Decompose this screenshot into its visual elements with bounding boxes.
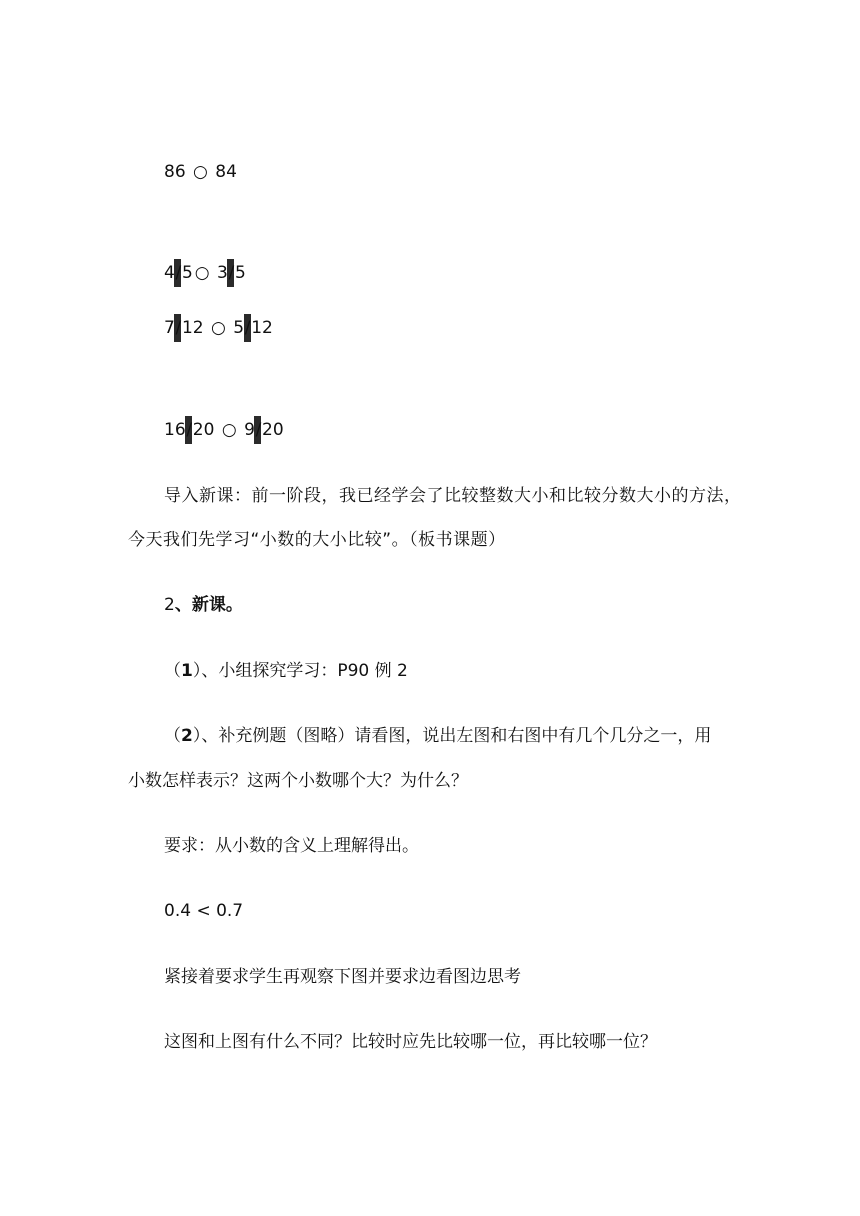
fraction-slash-highlighted <box>244 317 251 339</box>
comparison-fractions-3 <box>164 419 284 441</box>
intro-line-2: 今天我们先学习“小数的大小比较”。（板书课题） <box>128 530 506 550</box>
item-number: 2 <box>181 726 193 746</box>
fraction-slash-highlighted <box>175 262 182 284</box>
item-1 <box>164 660 408 682</box>
circle-placeholder: ○ <box>194 263 210 283</box>
slash-glyph: / <box>175 318 182 338</box>
fraction-slash-highlighted <box>186 419 193 441</box>
slash-glyph: / <box>255 420 262 440</box>
fraction-slash-highlighted <box>228 262 235 284</box>
circle-placeholder: ○ <box>211 318 226 338</box>
fraction-slash-highlighted <box>255 419 262 441</box>
slash-glyph: / <box>175 263 182 283</box>
item-text: 、小组探究学习：P90 例 2 <box>201 661 408 681</box>
section-heading-new-lesson <box>164 594 243 616</box>
item-2 <box>164 725 711 747</box>
circle-placeholder: ○ <box>221 420 237 440</box>
denominator-left: 5 <box>181 263 193 283</box>
paren-close: ） <box>192 726 202 746</box>
fraction-slash-highlighted <box>175 317 182 339</box>
item-text: 、补充例题（图略）请看图，说出左图和右图中有几个几分之一，用 <box>201 726 712 746</box>
circle-placeholder: ○ <box>193 162 208 182</box>
slash-glyph: / <box>186 420 193 440</box>
comparison-result: 0.4 < 0.7 <box>164 901 244 921</box>
comparison-whole-numbers <box>164 161 237 183</box>
comparison-fractions-1 <box>164 262 246 284</box>
section-title: 、新课。 <box>174 595 243 615</box>
number-right: 84 <box>215 162 237 182</box>
numerator-left: 16 <box>164 420 186 440</box>
denominator-right: 20 <box>262 420 284 440</box>
slash-glyph: / <box>228 263 235 283</box>
numerator-right: 5 <box>233 318 245 338</box>
requirement-text: 要求：从小数的含义上理解得出。 <box>164 836 419 856</box>
question-text: 这图和上图有什么不同？比较时应先比较哪一位，再比较哪一位？ <box>164 1032 657 1052</box>
slash-glyph: / <box>244 318 251 338</box>
number-left: 86 <box>164 162 186 182</box>
intro-line-1: 导入新课：前一阶段，我已经学会了比较整数大小和比较分数大小的方法， <box>164 486 742 506</box>
paren-open: （ <box>164 726 181 746</box>
paren-open: （ <box>164 661 181 681</box>
section-number: 2 <box>164 595 175 615</box>
numerator-left: 7 <box>164 318 175 338</box>
numerator-right: 9 <box>244 420 255 440</box>
denominator-left: 20 <box>192 420 215 440</box>
numerator-right: 3 <box>217 263 228 283</box>
denominator-left: 12 <box>181 318 204 338</box>
denominator-right: 5 <box>234 263 246 283</box>
item-2-line-2: 小数怎样表示？这两个小数哪个大？为什么？ <box>128 771 468 791</box>
item-number: 1 <box>181 661 193 681</box>
paren-close: ） <box>192 661 202 681</box>
follow-up-text: 紧接着要求学生再观察下图并要求边看图边思考 <box>164 967 521 987</box>
comparison-fractions-2 <box>164 317 273 339</box>
denominator-right: 12 <box>251 318 273 338</box>
numerator-left: 4 <box>164 263 175 283</box>
